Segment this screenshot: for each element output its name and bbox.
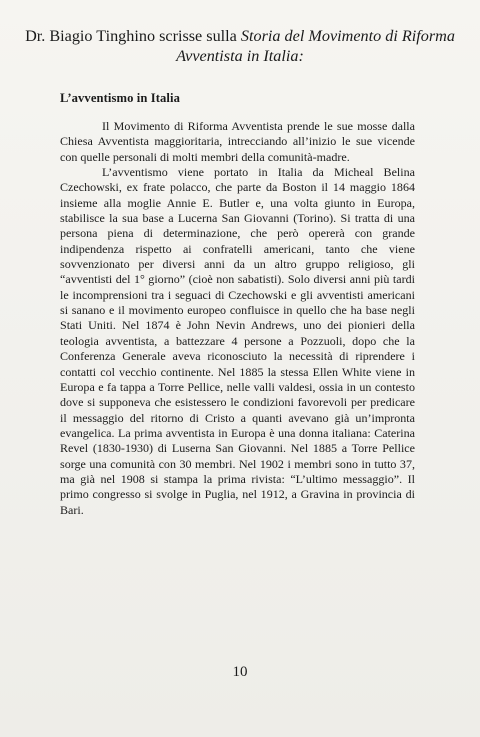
heading-colon: : [298,47,304,65]
heading-book-title-part-1: Storia del Movimento di Riforma [240,27,455,45]
heading-line-1 [14,26,466,46]
page-heading [14,26,466,66]
paragraph-intro: Il Movimento di Riforma Avventista prende le sue mosse dalla Chiesa Avventista maggioritaria, intrecciando all’inizio le sue vicende con quelle personali di molti membri della comunità-madre. [60,119,415,164]
body-text [60,119,415,518]
section-title: L’avventismo in Italia [60,91,180,105]
heading-line-2 [14,46,466,66]
heading-author-text: Dr. Biagio Tinghino scrisse sulla [25,27,241,45]
page-number: 10 [232,664,248,680]
paragraph-history: L’avventismo viene portato in Italia da Micheal Belina Czechowski, ex frate polacco, che parte da Boston il 14 maggio 1864 insieme alla moglie Annie E. Butler e, una volta giunto in Europa, stabilisce la sua base a Lucerna San Giovanni (Torino). Si tratta di una persona piena di determinazione, che però opererà con grande indipendenza rispetto ai confratelli americani, tanto che viene sovvenzionato per diversi anni da un altro gruppo religioso, gli “avventisti del 1° giorno” (cioè non sabatisti). Solo diversi anni più tardi le incomprensioni tra i seguaci di Czechowski e gli avventisti americani si sanano e il movimento europeo confluisce in quello che ha base negli Stati Uniti. Nel 1874 è John Nevin Andrews, uno dei pionieri della teologia avventista, a battezzare 4 persone a Pozzuoli, dopo che la Conferenza Generale aveva riconosciuto la necessità di riprendere i contatti col vecchio continente. Nel 1885 la stessa Ellen White viene in Europa e fa tappa a Torre Pellice, nelle valli valdesi, ossia in un contesto dove si supponeva che esistessero le condizioni favorevoli per predicare il messaggio del ritorno di Cristo a quanti avevano già un’impronta evangelica. La prima avventista in Europa è una donna italiana: Caterina Revel (1830-1930) di Luserna San Giovanni. Nel 1885 a Torre Pellice sorge una comunità con 30 membri. Nel 1902 i membri sono in tutto 37, ma già nel 1908 si stampa la prima rivista: “L’ultimo messaggio”. Il primo congresso si svolge in Puglia, nel 1912, a Gravina in provincia di Bari. [60,165,415,517]
heading-book-title-part-2: Avventista in Italia [176,47,299,65]
